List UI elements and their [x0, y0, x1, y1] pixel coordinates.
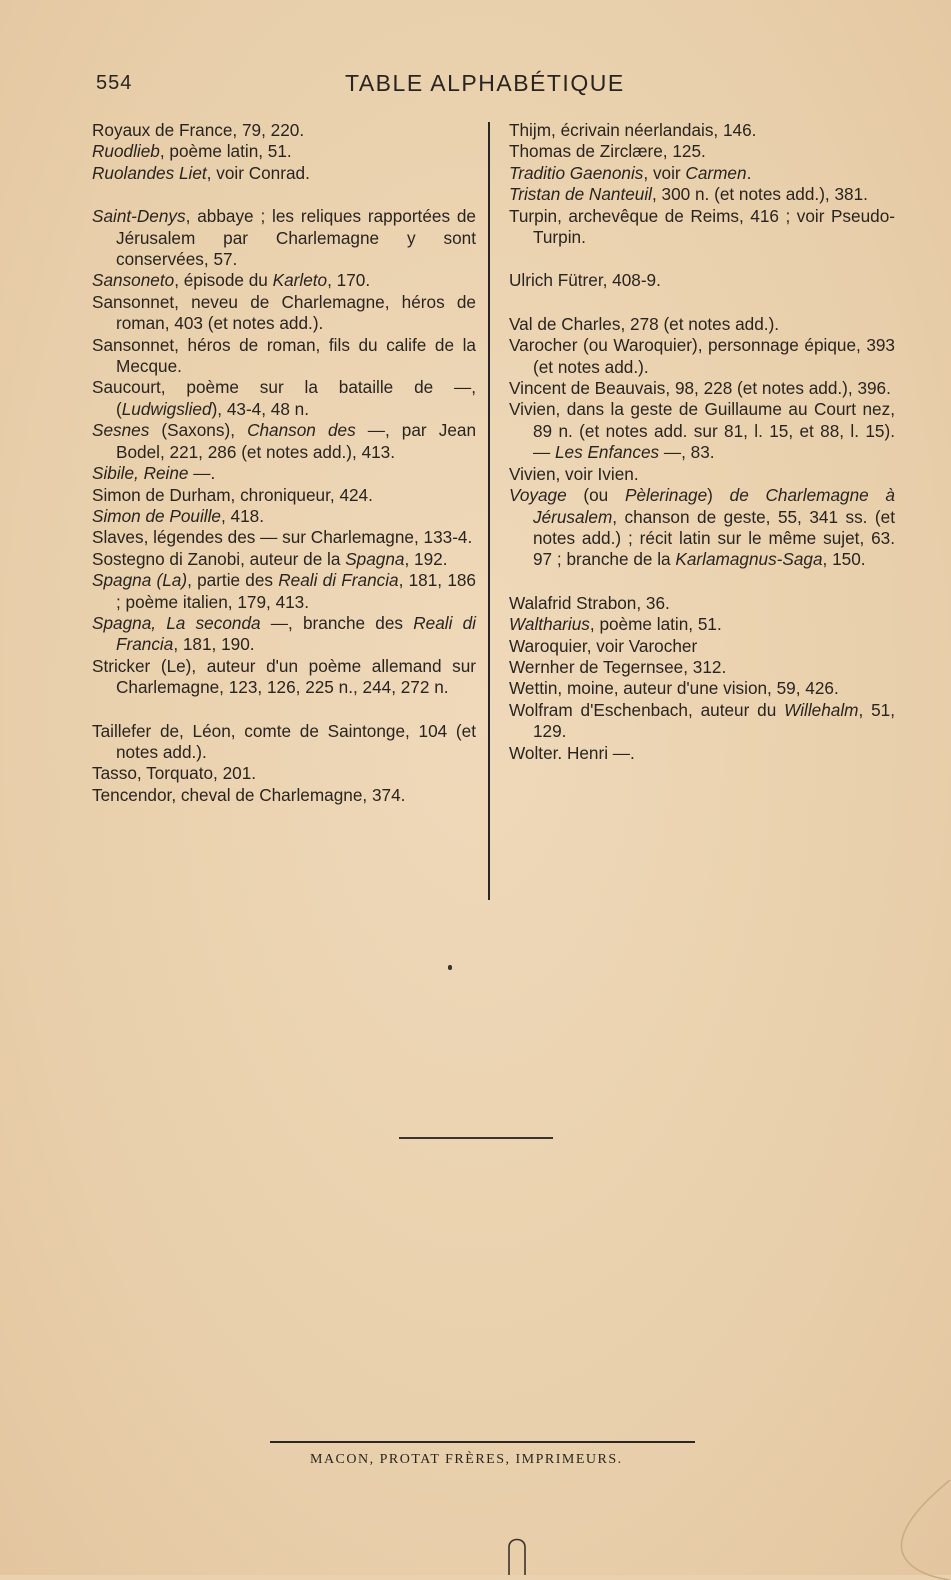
- running-title: TABLE ALPHABÉTIQUE: [345, 70, 625, 96]
- index-entry: Royaux de France, 79, 220.: [92, 120, 305, 140]
- index-entry: Waltharius, poème latin, 51.: [509, 614, 722, 635]
- index-entry: Sibile, Reine —.: [92, 463, 216, 484]
- section-gap: [509, 292, 895, 314]
- index-entry: Simon de Pouille, 418.: [92, 505, 264, 526]
- index-entry: Val de Charles, 278 (et notes add.).: [509, 313, 780, 334]
- section-gap: [92, 184, 476, 206]
- end-rule: [399, 1137, 553, 1139]
- index-entry: Sansonnet, neveu de Charlemagne, héros de roman, 403 (et notes add.).: [92, 291, 476, 334]
- index-column-right: [509, 120, 895, 764]
- index-entry: Thijm, écrivain néerlandais, 146.: [509, 120, 757, 140]
- column-divider: [488, 122, 490, 900]
- index-entry: Saucourt, poème sur la bataille de —, (Ludwigslied), 43-4, 48 n.: [92, 377, 476, 419]
- index-entry: Vivien, dans la geste de Guillaume au Court nez, 89 n. (et notes add. sur 81, l. 15, et 88, l. 15). — Les Enfances —, 83.: [509, 399, 895, 463]
- index-entry: Slaves, légendes des — sur Charlemagne, 133-4.: [92, 527, 473, 548]
- bottom-edge-glyph: [506, 1533, 528, 1575]
- index-entry: Wolfram d'Eschenbach, auteur du Willehalm, 51, 129.: [509, 699, 895, 742]
- index-entry: Ruolandes Liet, voir Conrad.: [92, 162, 310, 183]
- index-entry: Walafrid Strabon, 36.: [509, 592, 670, 613]
- index-entry: Tasso, Torquato, 201.: [92, 763, 257, 784]
- ink-mark: [448, 965, 452, 970]
- index-entry: Spagna (La), partie des Reali di Francia, 181, 186 ; poème italien, 179, 413.: [92, 570, 476, 612]
- index-entry: Simon de Durham, chroniqueur, 424.: [92, 484, 373, 505]
- index-entry: Tristan de Nanteuil, 300 n. (et notes add.), 381.: [509, 184, 868, 205]
- index-entry: Sesnes (Saxons), Chanson des —, par Jean Bodel, 221, 286 (et notes add.), 413.: [92, 420, 477, 462]
- index-entry: Turpin, archevêque de Reims, 416 ; voir Pseudo-Turpin.: [509, 205, 895, 248]
- index-entry: Varocher (ou Waroquier), personnage épique, 393 (et notes add.).: [509, 335, 895, 377]
- index-entry: Stricker (Le), auteur d'un poème allemand sur Charlemagne, 123, 126, 225 n., 244, 272 n.: [92, 655, 476, 698]
- index-entry: Traditio Gaenonis, voir Carmen.: [509, 162, 752, 183]
- index-entry: Wettin, moine, auteur d'une vision, 59, 426.: [509, 678, 839, 699]
- index-entry: Vincent de Beauvais, 98, 228 (et notes add.), 396.: [509, 378, 891, 399]
- index-entry: Wolter. Henri —.: [509, 742, 635, 763]
- section-gap: [92, 699, 476, 721]
- index-entry: Voyage (ou Pèlerinage) de Charlemagne à Jérusalem, chanson de geste, 55, 341 ss. (et notes add.) ; récit latin sur le même sujet, 63. 97 ; branche de la Karlamagnus-Saga, 150.: [509, 485, 895, 570]
- index-entry: Saint-Denys, abbaye ; les reliques rapportées de Jérusalem par Charlemagne y sont conservées, 57.: [92, 206, 476, 270]
- footer-rule: [270, 1441, 695, 1443]
- section-gap: [509, 571, 895, 593]
- index-entry: Spagna, La seconda —, branche des Reali di Francia, 181, 190.: [92, 612, 476, 655]
- page-number: 554: [96, 72, 133, 94]
- index-entry: Ulrich Fütrer, 408-9.: [509, 270, 661, 291]
- index-entry: Sostegno di Zanobi, auteur de la Spagna, 192.: [92, 548, 448, 569]
- section-gap: [509, 248, 895, 270]
- index-column-left: [92, 120, 476, 806]
- printer-imprint: MACON, PROTAT FRÈRES, IMPRIMEURS.: [310, 1452, 623, 1467]
- index-entry: Ruodlieb, poème latin, 51.: [92, 141, 292, 162]
- page-curl-shadow: [896, 1480, 950, 1580]
- index-entry: Taillefer de, Léon, comte de Saintonge, 104 (et notes add.).: [92, 720, 476, 762]
- index-entry: Sansoneto, épisode du Karleto, 170.: [92, 270, 371, 291]
- index-entry: Waroquier, voir Varocher: [509, 635, 698, 656]
- index-entry: Wernher de Tegernsee, 312.: [509, 656, 727, 677]
- index-entry: Sansonnet, héros de roman, fils du calife de la Mecque.: [92, 334, 476, 377]
- index-entry: Vivien, voir Ivien.: [509, 463, 639, 484]
- index-entry: Thomas de Zirclære, 125.: [509, 141, 706, 162]
- index-entry: Tencendor, cheval de Charlemagne, 374.: [92, 784, 406, 805]
